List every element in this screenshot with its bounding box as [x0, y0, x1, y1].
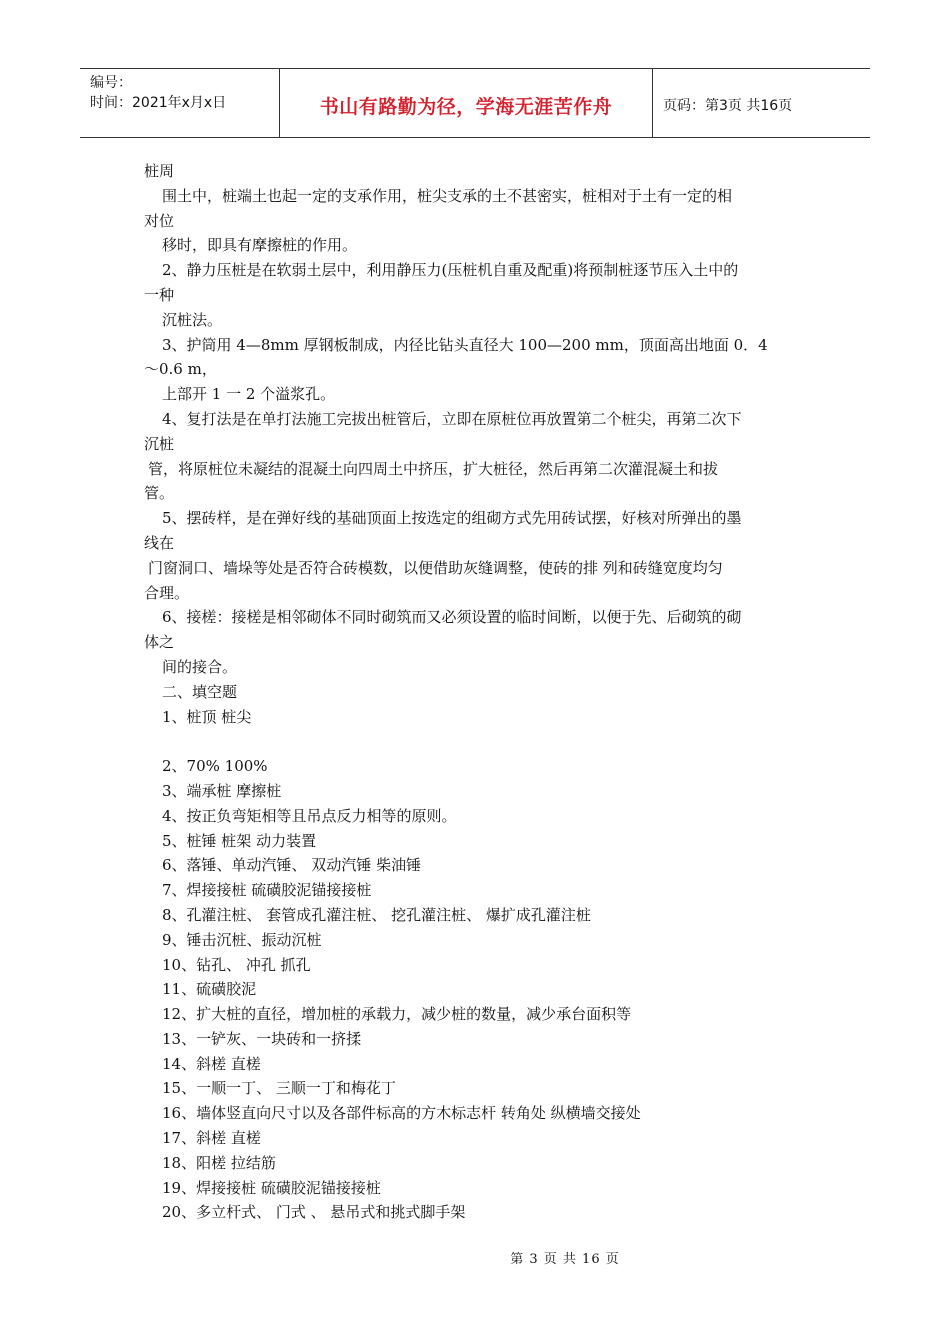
answer-line: 17、斜槎 直槎	[162, 1129, 261, 1148]
text-line: 合理。	[144, 583, 190, 602]
text-line: 6、接槎：接槎是相邻砌体不同时砌筑而又必须设置的临时间断，以便于先、后砌筑的砌	[162, 608, 742, 627]
section-heading: 二、填空题	[162, 682, 238, 701]
answer-line: 19、焊接接桩 硫磺胶泥锚接接桩	[162, 1178, 381, 1197]
text-line: 2、静力压桩是在软弱土层中，利用静压力(压桩机自重及配重)将预制桩逐节压入土中的	[162, 261, 739, 280]
answer-line: 12、扩大桩的直径，增加桩的承载力，减少桩的数量，减少承台面积等	[162, 1005, 632, 1024]
header-page-info: 页码：第3页 共16页	[663, 98, 793, 114]
answer-line: 14、斜槎 直槎	[162, 1054, 261, 1073]
answer-line: 20、多立杆式、 门式 、 悬吊式和挑式脚手架	[162, 1203, 466, 1222]
text-line: 沉桩法。	[162, 310, 223, 329]
code-label: 编号：	[90, 75, 132, 91]
text-line: 体之	[144, 633, 175, 652]
blank-line	[144, 729, 812, 754]
text-line: ～0.6 m，	[144, 360, 217, 379]
answer-line: 9、锤击沉桩、振动沉桩	[162, 930, 322, 949]
text-line: 一种	[144, 285, 175, 304]
text-line: 5、摆砖样，是在弹好线的基础顶面上按选定的组砌方式先用砖试摆，好核对所弹出的墨	[162, 509, 742, 528]
text-line: 门窗洞口、墙垛等处是否符合砖模数，以便借助灰缝调整，使砖的排 列和砖缝宽度均匀	[148, 558, 723, 577]
answer-line: 6、落锤、单动汽锤、 双动汽锤 柴油锤	[162, 856, 422, 875]
answer-line: 13、一铲灰、一块砖和一挤揉	[162, 1029, 362, 1048]
date-line: 时间：2021年x月x日	[90, 95, 227, 111]
answer-line: 7、焊接接桩 硫磺胶泥锚接接桩	[162, 881, 372, 900]
text-line: 4、复打法是在单打法施工完拔出桩管后，立即在原桩位再放置第二个桩尖，再第二次下	[162, 409, 742, 428]
answer-line: 1、桩顶 桩尖	[162, 707, 252, 726]
answer-line: 16、墙体竖直向尺寸以及各部件标高的方木标志杆 转角处 纵横墙交接处	[162, 1104, 641, 1123]
document-header	[80, 68, 870, 138]
answer-line: 8、孔灌注桩、 套管成孔灌注桩、 挖孔灌注桩、 爆扩成孔灌注桩	[162, 905, 591, 924]
text-line: 围土中，桩端土也起一定的支承作用，桩尖支承的土不甚密实，桩相对于土有一定的相	[162, 186, 733, 205]
text-line: 3、护筒用 4—8mm 厚钢板制成，内径比钻头直径大 100—200 mm，顶面高出地面 0．4	[162, 335, 768, 354]
text-line: 移时，即具有摩擦桩的作用。	[162, 236, 358, 255]
answer-line: 18、阳槎 拉结筋	[162, 1153, 276, 1172]
text-line: 沉桩	[144, 434, 175, 453]
text-line: 对位	[144, 211, 175, 230]
text-line: 桩周	[144, 162, 175, 180]
answer-line: 5、桩锤 桩架 动力装置	[162, 831, 317, 850]
text-line: 管。	[144, 484, 175, 503]
document-body	[144, 159, 812, 1225]
answer-line: 4、按正负弯矩相等且吊点反力相等的原则。	[162, 806, 457, 825]
answer-line: 3、端承桩 摩擦桩	[162, 781, 282, 800]
page-footer: 第 3 页 共 16 页	[510, 1252, 620, 1267]
header-motto: 书山有路勤为径，学海无涯苦作舟	[280, 69, 653, 137]
answer-line: 2、70% 100%	[162, 757, 268, 776]
answer-line: 15、一顺一丁、 三顺一丁和梅花丁	[162, 1079, 396, 1098]
text-line: 管，将原桩位未凝结的混凝土向四周土中挤压，扩大桩径，然后再第二次灌混凝土和拔	[148, 459, 719, 478]
header-meta	[80, 69, 280, 137]
text-line: 间的接合。	[162, 657, 238, 676]
answer-line: 11、硫磺胶泥	[162, 980, 257, 999]
answer-line: 10、钻孔、 冲孔 抓孔	[162, 955, 311, 974]
text-line: 线在	[144, 533, 175, 552]
text-line: 上部开 1 一 2 个溢浆孔。	[162, 385, 336, 404]
